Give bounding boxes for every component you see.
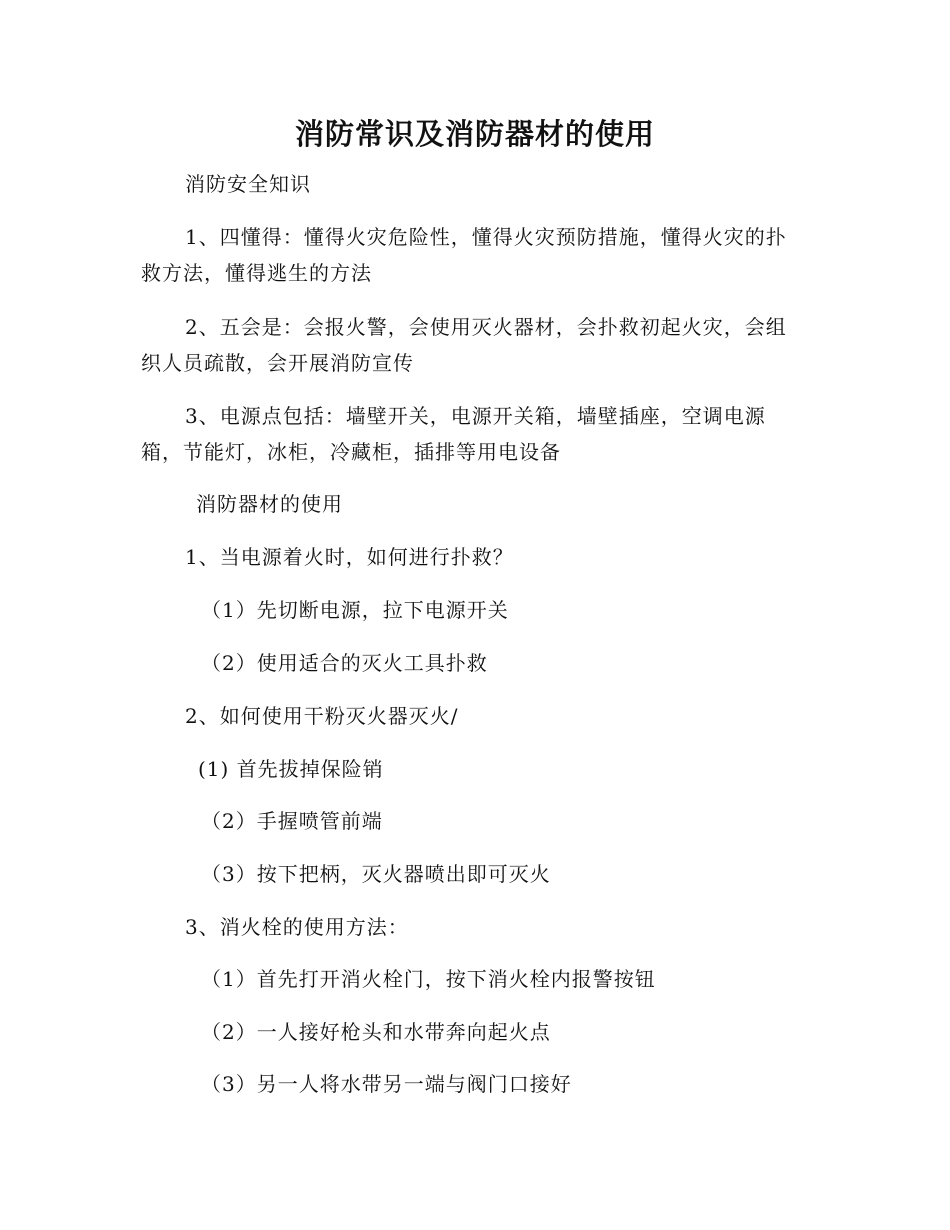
step-line: （2）手握喷管前端: [201, 809, 383, 833]
section-heading-fire-safety: 消防安全知识: [185, 172, 311, 196]
paragraph-line: 箱，节能灯，冰柜，冷藏柜，插排等用电设备: [141, 440, 561, 464]
question-line: 1、当电源着火时，如何进行扑救？: [185, 545, 514, 569]
paragraph-line: 救方法，懂得逃生的方法: [141, 261, 372, 285]
step-line: （1）首先打开消火栓门，按下消火栓内报警按钮: [201, 967, 656, 991]
question-line: 2、如何使用干粉灭火器灭火/: [185, 704, 459, 728]
paragraph-line: 1、四懂得：懂得火灾危险性，懂得火灾预防措施，懂得火灾的扑: [185, 225, 787, 249]
step-line: （1）先切断电源，拉下电源开关: [201, 598, 509, 622]
step-line: （3）按下把柄，灭火器喷出即可灭火: [201, 862, 551, 886]
step-line: (1) 首先拔掉保险销: [198, 757, 384, 781]
paragraph-line: 织人员疏散，会开展消防宣传: [141, 351, 414, 375]
step-line: （3）另一人将水带另一端与阀门口接好: [201, 1072, 572, 1096]
document-title: 消防常识及消防器材的使用: [294, 117, 655, 151]
step-line: （2）一人接好枪头和水带奔向起火点: [201, 1020, 551, 1044]
question-line: 3、消火栓的使用方法：: [185, 915, 409, 939]
section-heading-equipment-use: 消防器材的使用: [196, 492, 343, 516]
step-line: （2）使用适合的灭火工具扑救: [201, 651, 488, 675]
paragraph-line: 3、电源点包括：墙壁开关，电源开关箱，墙壁插座，空调电源: [185, 404, 766, 428]
paragraph-line: 2、五会是：会报火警，会使用灭火器材，会扑救初起火灾，会组: [185, 315, 787, 339]
